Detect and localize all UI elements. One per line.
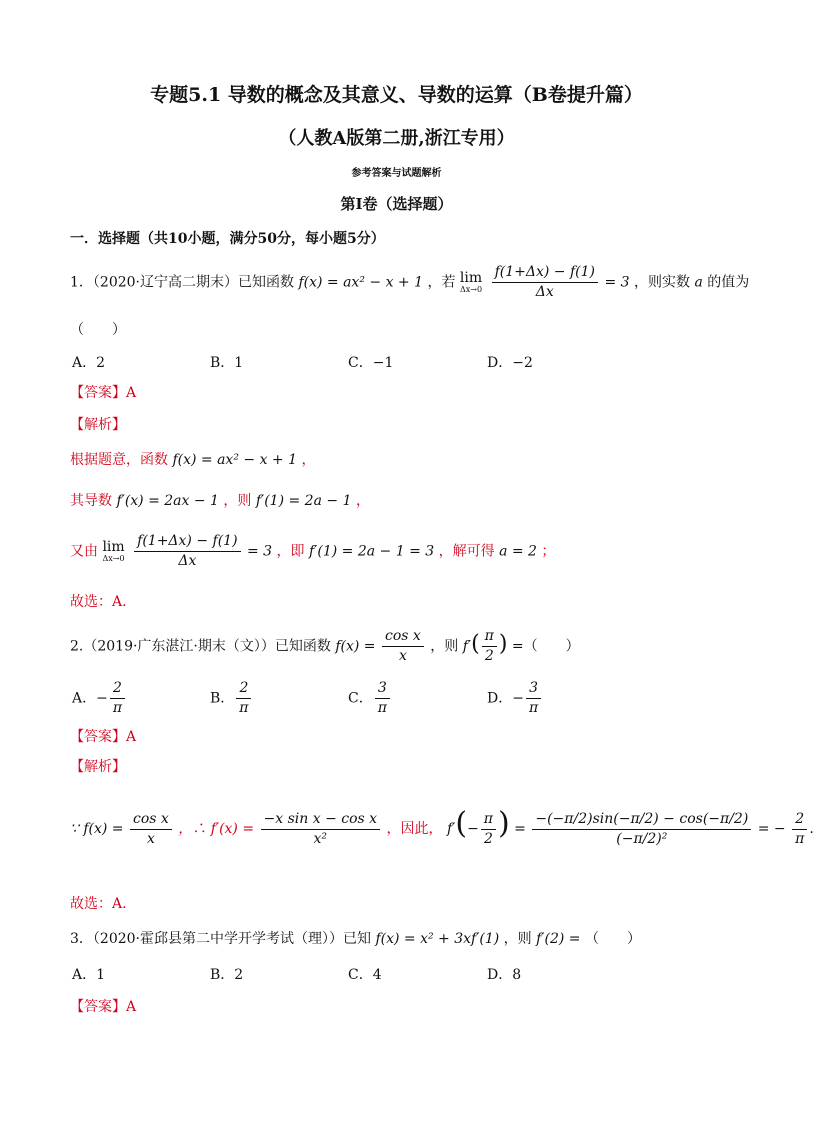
q2-sol-eval-num: π [481, 811, 496, 830]
q1-sol2-mid: ，则 [223, 493, 252, 509]
q1-option-c: C．−1 [348, 355, 394, 371]
sol-lim-sub: Δx→0 [102, 554, 125, 563]
volume-heading: 第Ⅰ卷（选择题） [340, 195, 453, 213]
q2-lead: 2.（2019·广东湛江·期末（文））已知函数 [70, 638, 331, 655]
q2-sol-therefore: ，∴ f′(x) = [178, 821, 255, 837]
q1-sol3-math2: a = 2 [499, 543, 537, 560]
section-heading: 一．选择题（共10小题，满分50分，每小题5分） [70, 231, 385, 247]
q2-then: ，则 [430, 638, 459, 655]
q2-sol-d-num: −x sin x − cos x [261, 811, 381, 830]
q3-option-c: C．4 [348, 967, 382, 983]
q2-fx-num: cos x [382, 628, 424, 647]
q1-tail: ，则实数 [634, 274, 691, 291]
q2-sol-big-den: (−π/2)² [616, 830, 668, 847]
q2-sol-f-frac [130, 811, 172, 848]
q2-analysis-label: 【解析】 [70, 759, 126, 775]
q1-limit [460, 271, 482, 294]
q2-fx-fraction [382, 628, 424, 665]
q2-sol-big-num: −(−π/2)sin(−π/2) − cos(−π/2) [532, 811, 751, 830]
q2-opt-d-sign: − [512, 690, 524, 707]
q2-sol-f-num: cos x [130, 811, 172, 830]
q2-opt-a-den: π [112, 700, 123, 716]
q1-sol3-text: 又由 [70, 543, 98, 560]
q2-opt-b-den: π [239, 700, 249, 716]
q1-if: ，若 [427, 274, 456, 291]
q1-frac-num: f(1+Δx) − f(1) [492, 264, 598, 283]
sol-frac-num: f(1+Δx) − f(1) [134, 533, 240, 552]
sol-frac-den: Δx [178, 553, 197, 569]
q2-sol-eval-lhs: f′ [446, 821, 456, 837]
q1-option-b: B．1 [210, 355, 244, 371]
q2-opt-a-label: A． [72, 690, 97, 707]
q1-option-d: D．−2 [487, 355, 533, 371]
q2-sol-d-frac [261, 811, 381, 848]
q3-stem [70, 928, 641, 948]
q2-arg-fraction [482, 628, 497, 665]
q1-eq: = 3 [604, 274, 630, 291]
q3-paren: （ ） [584, 931, 641, 947]
q1-function: f(x) = ax² − x + 1 [298, 274, 424, 291]
q1-answer: 【答案】A [70, 385, 137, 401]
q1-fraction [492, 264, 598, 301]
q1-lead: 1．（2020·辽宁高二期末）已知函数 [70, 274, 294, 291]
q2-sol-res-frac [792, 811, 807, 848]
q2-sol-f-den: x [146, 830, 155, 847]
answer-note: 参考答案与试题解析 [351, 168, 442, 179]
q2-sol-period: . [809, 821, 814, 837]
q1-sol3-mid2: ，解可得 [438, 543, 495, 560]
q1-solution-line-1 [70, 449, 315, 469]
q2-sol-res-den: π [795, 830, 805, 847]
q2-opt-a-frac [110, 680, 125, 717]
q2-opt-c-num: 3 [375, 680, 390, 699]
q1-sol3-end: ； [541, 543, 556, 560]
q2-opt-a-num: 2 [110, 680, 125, 699]
sol-lim-word: lim [102, 539, 125, 555]
q2-opt-c-label: C． [348, 690, 373, 707]
q1-sol3-eq: = 3 [247, 543, 273, 560]
q2-option-c [348, 680, 392, 717]
q2-sol-hence: ，因此， [386, 821, 443, 837]
q2-opt-c-frac [375, 680, 390, 717]
q2-sol-eval-arg [481, 811, 496, 848]
lim-word: lim [459, 270, 483, 286]
q1-sol1-math: f(x) = ax² − x + 1 [172, 452, 298, 468]
q2-sol-eval-den: 2 [483, 830, 493, 847]
q1-frac-den: Δx [535, 284, 554, 300]
q1-paren: （ ） [70, 322, 126, 338]
q2-arg-den: 2 [484, 648, 494, 664]
q1-sol2-end: ， [355, 493, 370, 509]
q1-sol2-math1: f′(x) = 2ax − 1 [116, 493, 219, 509]
q2-option-d [487, 680, 543, 717]
q2-conclusion: 故选：A. [70, 896, 127, 912]
q2-opt-a-sign: − [96, 690, 108, 707]
q2-arg-num: π [482, 628, 497, 647]
q2-answer: 【答案】A [70, 729, 137, 745]
q1-conclusion: 故选：A. [70, 594, 127, 610]
q2-option-a [72, 680, 127, 717]
q1-sol2-math2: f′(1) = 2a − 1 [255, 493, 352, 509]
q2-opt-d-label: D． [487, 690, 513, 707]
q2-sol-result: = − [757, 821, 786, 837]
q2-eq: =（ ） [511, 638, 580, 655]
q1-option-a: A．2 [72, 355, 106, 371]
q1-sol1-text: 根据题意，函数 [70, 452, 168, 468]
q1-sol3-mid: ，即 [276, 543, 305, 560]
q2-fx-den: x [398, 648, 407, 664]
q1-solution-line-2 [70, 490, 370, 510]
q1-solution-line-3 [70, 533, 555, 570]
q1-sol2-text: 其导数 [70, 493, 112, 509]
q2-sol-res-num: 2 [792, 811, 807, 830]
q3-option-b: B．2 [210, 967, 244, 983]
q1-stem [70, 264, 749, 301]
page-subtitle: （人教A版第二册,浙江专用） [278, 128, 515, 149]
q1-sol1-end: ， [301, 452, 316, 468]
q3-fprime: f′(2) = [536, 931, 581, 947]
q1-var: a [694, 274, 703, 291]
q2-opt-c-den: π [377, 700, 387, 716]
page-title: 专题5.1 导数的概念及其意义、导数的运算（B卷提升篇） [150, 84, 643, 106]
lim-sub: Δx→0 [459, 285, 483, 294]
q1-sol3-limit [102, 540, 124, 563]
q3-then: ，则 [503, 931, 532, 947]
q2-opt-d-den: π [528, 700, 539, 716]
q3-fx: f(x) = x² + 3xf′(1) [375, 931, 500, 947]
q3-option-d: D．8 [487, 967, 522, 983]
q2-fx-left: f(x) = [335, 638, 376, 655]
q2-fprime: f′ [462, 638, 472, 655]
q2-opt-b-label: B． [210, 690, 235, 707]
q2-opt-b-num: 2 [236, 680, 251, 699]
q2-opt-d-frac [526, 680, 541, 717]
q2-sol-big-frac [532, 811, 751, 848]
q2-opt-d-num: 3 [526, 680, 541, 699]
q1-tail2: 的值为 [707, 274, 750, 291]
q3-option-a: A．1 [72, 967, 106, 983]
q2-solution: ∵ f(x) = $\frac{\text{cos x}}{x}$ ，∴ f′(x) = $\frac{\text{−x sin x − cos x}}{\text{x²}}$ ，因此， f′(− $\frac{\pi}{2}$ ) = $\frac{-(-\pi/2)\sin(-\pi/2) - \cos(-\pi/2)}{\text{(−π/2)²}}$ = − $\frac{2}{\pi}$ . [70, 806, 814, 847]
q3-answer: 【答案】A [70, 999, 137, 1015]
q1-analysis-label: 【解析】 [70, 417, 126, 433]
q2-opt-b-frac [236, 680, 251, 717]
q2-sol-because: ∵ f(x) = [70, 821, 124, 837]
q2-stem: 2.（2019·广东湛江·期末（文））已知函数 f(x) = $\frac{\text{cos x}}{x}$ ，则 f′( $\frac{\pi}{2}$ ) =（ ） [70, 628, 580, 664]
q1-sol3-math: f′(1) = 2a − 1 = 3 [309, 543, 435, 560]
q3-lead: 3．（2020·霍邱县第二中学开学考试（理））已知 [70, 931, 371, 947]
q2-sol-d-den: x² [313, 830, 328, 847]
q2-option-b [210, 680, 254, 717]
q1-sol3-fraction [134, 533, 240, 570]
